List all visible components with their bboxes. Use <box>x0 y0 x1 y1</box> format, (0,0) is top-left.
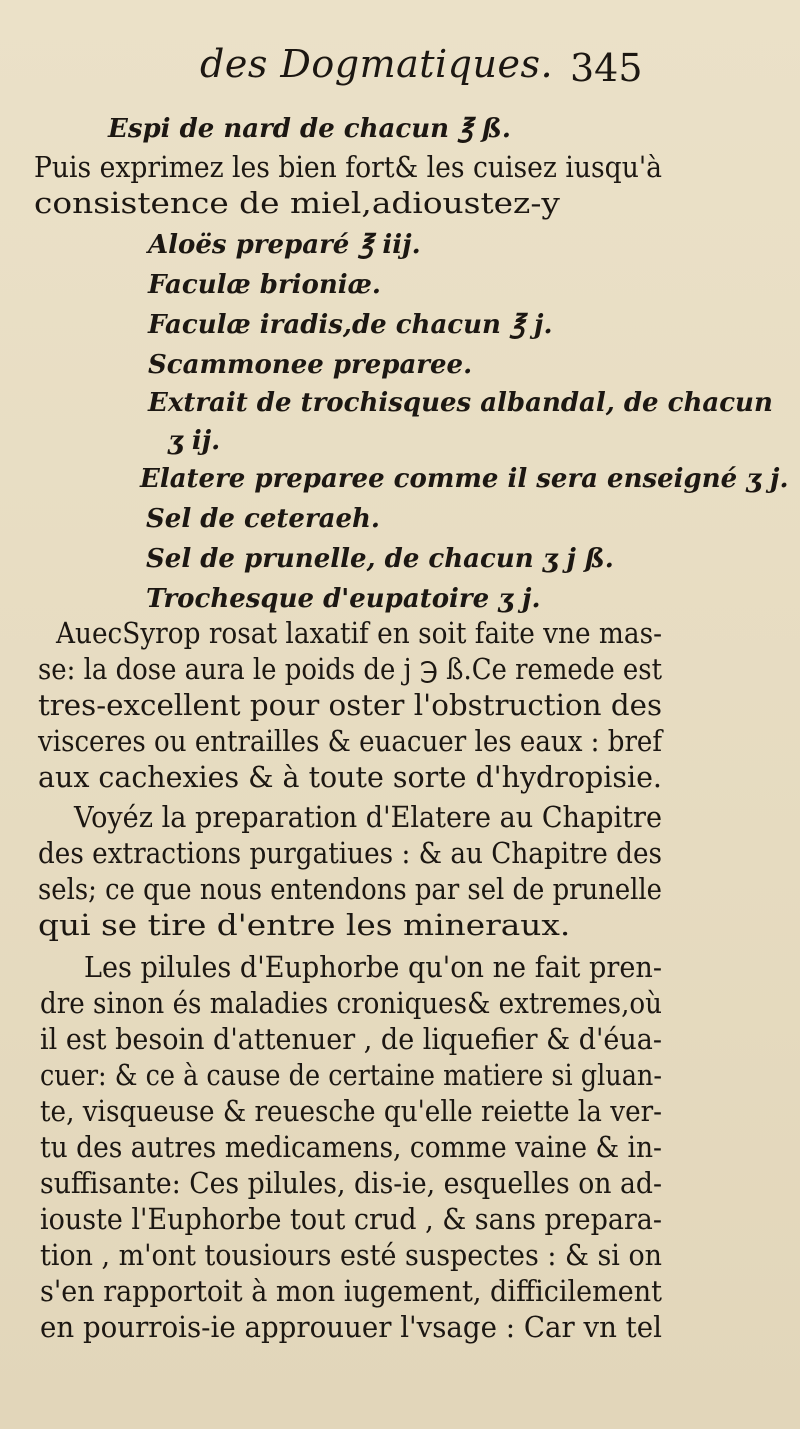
recipe-ingredient-line: Elatere preparee comme il sera enseigné ʒ j. <box>140 464 789 494</box>
page-header <box>0 42 800 92</box>
page-number: 345 <box>570 46 643 90</box>
running-head: des Dogmatiques. <box>200 42 554 86</box>
text-line: il est besoin d'attenuer , de liquefier & d'éua- <box>40 1023 662 1056</box>
text-line: Voyéz la preparation d'Elatere au Chapitre <box>74 801 662 834</box>
text-line: suffisante: Ces pilules, dis-ie, esquelles on ad- <box>40 1167 662 1200</box>
text-line: se: la dose aura le poids de j ℈ ß.Ce remede est <box>38 653 662 686</box>
text-line: aux cachexies & à toute sorte d'hydropisie. <box>38 761 662 794</box>
text-line: iouste l'Euphorbe tout crud , & sans prepara- <box>40 1203 662 1236</box>
text-line: qui se tire d'entre les mineraux. <box>38 909 571 942</box>
recipe-ingredient-line: Faculæ brioniæ. <box>148 270 381 300</box>
text-line: tu des autres medicamens, comme vaine & in- <box>40 1131 662 1164</box>
recipe-ingredient-line: Sel de ceteraeh. <box>146 504 380 534</box>
text-line: sels; ce que nous entendons par sel de prunelle <box>38 873 662 906</box>
text-line: tion , m'ont tousiours esté suspectes : & si on <box>40 1239 662 1272</box>
recipe-ingredient-line: Sel de prunelle, de chacun ʒ j ß. <box>146 544 614 574</box>
text-line: AuecSyrop rosat laxatif en soit faite vne mas- <box>56 617 662 650</box>
text-line: Puis exprimez les bien fort& les cuisez iusqu'à <box>34 151 662 184</box>
text-line: s'en rapportoit à mon iugement, difficilement <box>40 1275 662 1308</box>
text-line: Les pilules d'Euphorbe qu'on ne fait pren- <box>84 951 662 984</box>
recipe-ingredient-line: Aloës preparé ℥ iij. <box>148 230 421 260</box>
text-line: tres-excellent pour oster l'obstruction des <box>38 689 662 722</box>
recipe-ingredient-line: ʒ ij. <box>168 426 221 456</box>
recipe-ingredient-line: Espi de nard de chacun ℥ ß. <box>108 114 511 144</box>
text-line: en pourrois-ie approuuer l'vsage : Car vn tel <box>40 1311 662 1344</box>
recipe-ingredient-line: Faculæ iradis,de chacun ℥ j. <box>148 310 553 340</box>
text-line: dre sinon és maladies croniques& extremes,où <box>40 987 662 1020</box>
recipe-ingredient-line: Scammonee preparee. <box>148 350 473 380</box>
text-line: cuer: & ce à cause de certaine matiere si gluan- <box>40 1059 662 1092</box>
text-line: des extractions purgatiues : & au Chapitre des <box>38 837 662 870</box>
recipe-ingredient-line: Extrait de trochisques albandal, de chacun <box>148 388 773 418</box>
recipe-ingredient-line: Trochesque d'eupatoire ʒ j. <box>146 584 541 614</box>
text-line: te, visqueuse & reuesche qu'elle reiette la ver- <box>40 1095 662 1128</box>
text-line: visceres ou entrailles & euacuer les eaux : bref <box>38 725 662 758</box>
text-line: consistence de miel,adioustez-y <box>34 187 560 220</box>
